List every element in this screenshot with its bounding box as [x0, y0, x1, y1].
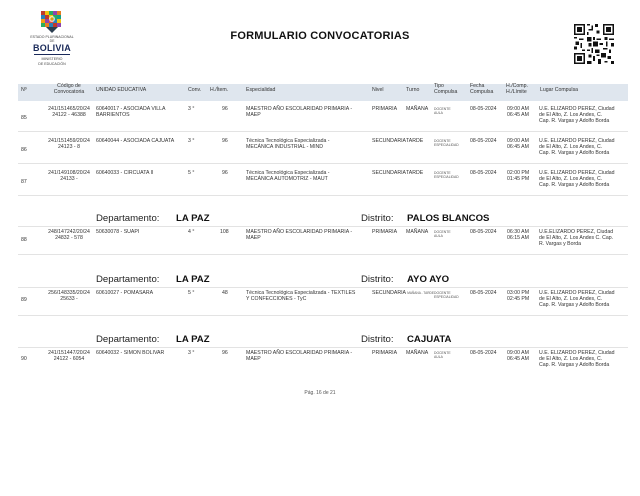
page-number: Pág. 16 de 21: [304, 390, 336, 396]
district-value: AYO AYO: [407, 274, 450, 285]
row-place: [539, 170, 615, 189]
row-spec-line1: Técnica Tecnológica Especializada - TEXTILES: [246, 290, 356, 296]
row-hcomp-line2: 02:45 PM: [507, 296, 530, 303]
row-divider: [18, 347, 628, 348]
row-place-line2: de El Alto, Z. Los Andes, C.: [539, 176, 603, 183]
row-conv: 3 °: [188, 106, 195, 112]
row-type-line1: DOCENTE: [434, 351, 451, 355]
row-type-line2: ESPECIALIDAD: [434, 295, 459, 300]
page-title: FORMULARIO CONVOCATORIAS: [230, 30, 410, 42]
row-hcomp-line1: 09:00 AM: [507, 106, 529, 112]
row-divider: [18, 195, 628, 196]
row-date: 08-05-2024: [470, 229, 497, 235]
row-place-line1: U.E. ELIZARDO PEREZ, Ciudad: [539, 170, 615, 176]
row-code-line2: 24122 - 46388: [52, 112, 86, 119]
department-label: Departamento:: [96, 213, 160, 224]
department-label: Departamento:: [96, 334, 160, 345]
row-hcomp: [507, 290, 529, 302]
row-code-line1: 248/147242/20/24: [48, 229, 90, 235]
row-place-line3: Cap. R. Vargas y Adolfo Borda: [539, 150, 610, 157]
row-unit-line2: BARRIENTOS: [96, 112, 130, 119]
row-code-line1: 241/151465/20/24: [48, 106, 90, 112]
row-hitem: 108: [220, 229, 229, 235]
row-place-line1: U.E. ELIZARDO PEREZ, Ciudad: [539, 290, 615, 296]
row-place: [539, 138, 615, 157]
logo-ministry-line1: MINISTERIO: [41, 57, 63, 61]
row-shift: MAÑANA: [406, 350, 429, 356]
row-unit: [96, 138, 174, 144]
row-code-line2: 24122 - 6054: [53, 356, 85, 363]
row-level: PRIMARIA: [372, 229, 398, 235]
row-place-line1: U.E. ELIZARDO PEREZ, Ciudad: [539, 138, 615, 144]
col-hcomp-line1: H./Comp.: [506, 83, 528, 89]
row-type-line2: ESPECIALIDAD: [434, 175, 459, 180]
col-type-line2: Compulsa: [434, 88, 458, 95]
row-code-line2: 24123 - 8: [58, 144, 80, 151]
row-divider: [18, 315, 628, 316]
row-spec: [246, 106, 352, 118]
row-type: [434, 139, 459, 148]
row-place: [539, 350, 615, 369]
row-spec-line2: MAEP: [246, 235, 261, 242]
col-date-line1: Fecha: [470, 83, 485, 89]
col-hitem: H./Ítem.: [210, 87, 229, 93]
row-unit-line1: 50630078 - SUAPI: [96, 229, 140, 235]
row-place: [539, 106, 615, 125]
row-date: 08-05-2024: [470, 290, 497, 296]
col-type-line1: Tipo: [434, 83, 444, 89]
row-level-extra: MAÑANA - TARDE: [407, 291, 434, 295]
row-place: [539, 290, 615, 309]
row-spec: [246, 229, 352, 241]
row-type-line1: DOCENTE: [434, 230, 451, 234]
col-type: [434, 84, 457, 95]
row-divider: [18, 287, 628, 288]
row-place-line3: Cap. R. Vargas y Adolfo Borda: [539, 182, 610, 189]
row-hcomp: [507, 106, 529, 118]
row-divider: [18, 226, 628, 227]
department-value: LA PAZ: [176, 274, 210, 285]
row-place-line3: R. Vargas y Borda: [539, 241, 581, 248]
row-place-line3: Cap. R. Vargas y Adolfo Borda: [539, 118, 610, 125]
row-unit-line1: 60640032 - SIMON BOLIVAR: [96, 350, 165, 356]
col-code-line2: Convocatoria: [53, 88, 85, 95]
col-conv: Conv.: [188, 87, 202, 93]
col-unit: UNIDAD EDUCATIVA: [96, 87, 147, 93]
row-level: PRIMARIA: [372, 106, 398, 112]
row-type-line2: ESPECIALIDAD: [434, 143, 459, 148]
col-code: [46, 84, 92, 95]
row-type: [434, 351, 451, 360]
row-conv: 3 °: [188, 350, 195, 356]
row-divider: [18, 254, 628, 255]
row-date: 08-05-2024: [470, 106, 497, 112]
row-unit: [96, 290, 153, 296]
row-hcomp-line2: 01:45 PM: [507, 176, 530, 183]
col-place: Lugar Compulsa: [540, 87, 579, 93]
row-code: [38, 350, 100, 362]
row-level: SECUNDARIA: [372, 170, 407, 176]
row-place-line2: de El Alto, Z. Los Andes, C.: [539, 296, 603, 303]
row-hcomp: [507, 170, 529, 182]
row-unit-line1: 60640033 - CIRCUATA II: [96, 170, 154, 176]
row-divider: [18, 163, 628, 164]
row-num: 86: [21, 147, 27, 153]
row-hcomp-line2: 06:15 AM: [507, 235, 529, 242]
row-num: 85: [21, 115, 27, 121]
row-place: [539, 229, 613, 248]
col-hcomp: [506, 84, 528, 95]
row-code-line1: 241/151459/20/24: [48, 138, 90, 144]
row-place-line1: U.E. ELIZARDO PEREZ, Ciudad: [539, 106, 615, 112]
district-value: CAJUATA: [407, 334, 452, 345]
row-code: [38, 229, 100, 241]
row-conv: 5 °: [188, 290, 195, 296]
logo-state-text: ESTADO PLURINACIONAL DE: [30, 35, 74, 43]
row-hcomp-line2: 06:45 AM: [507, 356, 529, 363]
row-type-line1: DOCENTE: [434, 107, 451, 111]
row-hcomp: [507, 350, 529, 362]
col-date: [470, 84, 493, 95]
logo-ministry: [28, 57, 76, 66]
row-unit: [96, 350, 164, 356]
row-unit-line1: 60640044 - ASOCIADA CAJUATA: [96, 138, 175, 144]
row-level: [372, 290, 434, 296]
row-spec-line2: MECÁNICA AUTOMOTRIZ - MAUT: [246, 176, 328, 183]
row-unit: [96, 106, 166, 118]
row-hcomp-line2: 06:45 AM: [507, 144, 529, 151]
row-spec-line1: Técnica Tecnológica Especializada -: [246, 138, 330, 144]
qr-code-icon: [574, 24, 614, 64]
row-code: [38, 290, 100, 302]
col-spec: Especialidad: [246, 87, 276, 93]
row-spec-line2: MAEP: [246, 356, 261, 363]
row-unit: [96, 170, 153, 176]
department-label: Departamento:: [96, 274, 160, 285]
row-spec-line1: MAESTRO AÑO ESCOLARIDAD PRIMARIA -: [246, 229, 353, 235]
row-type: [434, 107, 451, 116]
row-num: 90: [21, 356, 27, 362]
row-conv: 5 °: [188, 170, 195, 176]
district-label: Distrito:: [361, 274, 394, 285]
logo-ministry-line2: DE EDUCACIÓN: [38, 61, 66, 66]
logo-country: BOLIVIA: [33, 43, 71, 53]
row-level: SECUNDARIA: [372, 138, 407, 144]
row-hcomp: [507, 229, 529, 241]
row-code-line1: 241/151447/20/24: [48, 350, 90, 356]
row-type-line2: AULA: [434, 234, 443, 239]
row-type-line2: AULA: [434, 355, 443, 360]
department-value: LA PAZ: [176, 334, 210, 345]
row-type-line2: AULA: [434, 111, 443, 116]
row-hitem: 96: [222, 106, 228, 112]
col-code-line1: Código de: [57, 83, 81, 89]
row-num: 88: [21, 237, 27, 243]
row-unit-line1: 60610027 - POMASARA: [96, 290, 154, 296]
col-date-line2: Compulsa: [470, 88, 494, 95]
row-hcomp-line1: 09:00 AM: [507, 350, 529, 356]
row-hitem: 96: [222, 350, 228, 356]
row-code-line2: 24832 - 578: [55, 235, 83, 242]
district-value: PALOS BLANCOS: [407, 213, 490, 224]
row-date: 08-05-2024: [470, 138, 497, 144]
row-date: 08-05-2024: [470, 170, 497, 176]
row-spec: [246, 138, 330, 150]
row-place-line2: de El Alto, Z. Los Andes, C.: [539, 144, 603, 151]
row-hcomp-line2: 06:45 AM: [507, 112, 529, 119]
row-hcomp-line1: 02:00 PM: [507, 170, 530, 176]
row-level-text: SECUNDARIA: [372, 290, 406, 296]
row-conv: 4 °: [188, 229, 195, 235]
row-num: 89: [21, 297, 27, 303]
row-type-line1: DOCENTE: [434, 291, 451, 295]
row-unit: [96, 229, 139, 235]
row-spec: [246, 170, 330, 182]
row-num: 87: [21, 179, 27, 185]
row-shift: MAÑANA: [406, 229, 429, 235]
logo-divider: [34, 54, 70, 55]
row-spec-line2: MAEP: [246, 112, 261, 119]
row-code-line2: 25633 -: [60, 296, 78, 303]
row-place-line3: Cap. R. Vargas y Adolfo Borda: [539, 362, 610, 369]
row-place-line2: de El Alto, Z. Los Andes C. Cap.: [539, 235, 614, 242]
row-place-line2: de El Alto, Z. Los Andes, C.: [539, 112, 603, 119]
row-hcomp-line1: 06:30 AM: [507, 229, 529, 235]
row-hitem: 48: [222, 290, 228, 296]
row-type-line1: DOCENTE: [434, 139, 451, 143]
row-code-line1: 241/149108/20/24: [48, 170, 90, 176]
district-label: Distrito:: [361, 334, 394, 345]
col-shift: Turno: [406, 87, 420, 93]
row-shift: TARDE: [406, 138, 424, 144]
row-code-line2: 24133 -: [60, 176, 78, 183]
row-spec: [246, 350, 352, 362]
col-hcomp-line2: H./Límite: [506, 88, 527, 95]
row-code: [38, 170, 100, 182]
district-label: Distrito:: [361, 213, 394, 224]
row-type: [434, 230, 451, 239]
row-spec: [246, 290, 355, 302]
row-date: 08-05-2024: [470, 350, 497, 356]
row-code: [38, 106, 100, 118]
row-shift: TARDE: [406, 170, 424, 176]
row-spec-line1: Técnica Tecnológica Especializada -: [246, 170, 330, 176]
row-spec-line2: Y CONFECCIONES - TyC: [246, 296, 307, 303]
row-place-line1: U.E.ELIZARDO PEREZ, Ciudad: [539, 229, 614, 235]
col-level: Nivel: [372, 87, 384, 93]
row-hcomp: [507, 138, 529, 150]
row-spec-line1: MAESTRO AÑO ESCOLARIDAD PRIMARIA -: [246, 106, 353, 112]
row-code-line1: 256/148335/20/24: [48, 290, 90, 296]
row-shift: MAÑANA: [406, 106, 429, 112]
row-type-line1: DOCENTE: [434, 171, 451, 175]
row-spec-line1: MAESTRO AÑO ESCOLARIDAD PRIMARIA -: [246, 350, 353, 356]
row-place-line2: de El Alto, Z. Los Andes, C.: [539, 356, 603, 363]
row-hcomp-line1: 09:00 AM: [507, 138, 529, 144]
row-type: [434, 291, 459, 300]
department-value: LA PAZ: [176, 213, 210, 224]
row-place-line1: U.E. ELIZARDO PEREZ, Ciudad: [539, 350, 615, 356]
row-unit-line1: 60640017 - ASOCIADA VILLA: [96, 106, 166, 112]
row-hitem: 96: [222, 170, 228, 176]
row-code: [38, 138, 100, 150]
row-place-line3: Cap. R. Vargas y Adolfo Borda: [539, 302, 610, 309]
row-level: PRIMARIA: [372, 350, 398, 356]
row-type: [434, 171, 459, 180]
row-divider: [18, 131, 628, 132]
row-conv: 3 °: [188, 138, 195, 144]
row-spec-line2: MECÁNICA INDUSTRIAL - MIND: [246, 144, 324, 151]
row-hitem: 96: [222, 138, 228, 144]
row-hcomp-line1: 03:00 PM: [507, 290, 530, 296]
col-num: Nº: [21, 87, 27, 93]
